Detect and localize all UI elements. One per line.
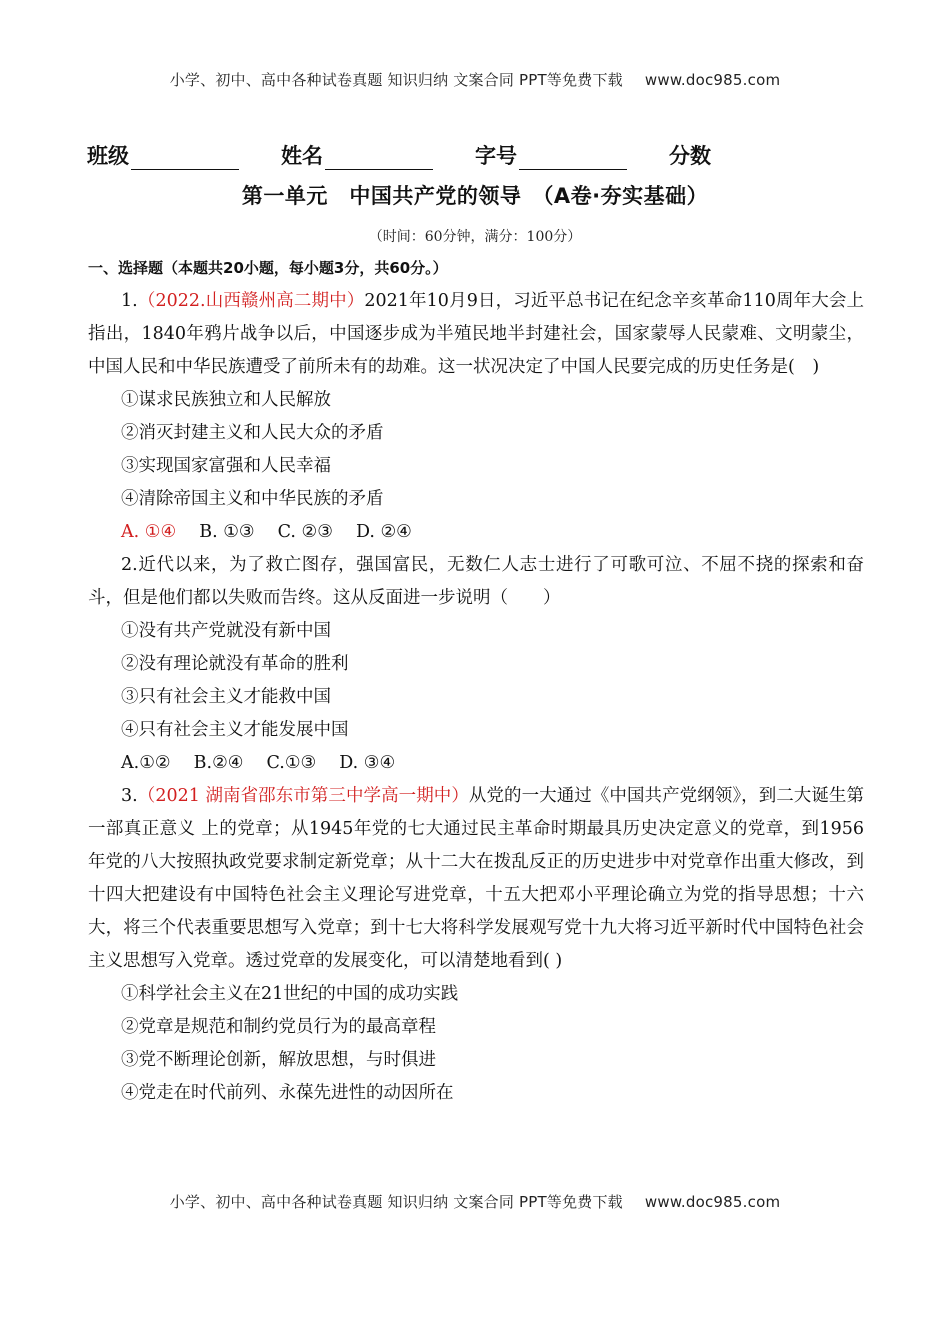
question-number: 1. — [121, 291, 138, 311]
question-stem: 从党的一大通过《中国共产党纲领》，到二大诞生第一部真正意义 上的党章；从1945年党的七大通过民主革命时期最具历史决定意义的党章，到1956年党的八大按照执政党要求制定新党章；从十二大在拨乱反正的历史进步中对党章作出重大修改，到十四大把建设有中国特色社会主义理论写进党章，十五大把邓小平理论确立为党的指导思想；十六大，将三个代表重要思想写入党章；到十七大将科学发展观写党十九大将习近平新时代中国特色社会主义思想写入党章。透过党章的发展变化，可以清楚地看到( ) — [88, 786, 864, 971]
question-stem: 2021年10月9日，习近平总书记在纪念辛亥革命110周年大会上指出，1840年鸦片战争以后，中国逐步成为半殖民地半封建社会，国家蒙辱人民蒙难、文明蒙尘，中国人民和中华民族遭受了前所未有的劫难。这一状况决定了中国人民要完成的历史任务是( ) — [88, 291, 864, 377]
question-source: （2022.山西赣州高二期中） — [137, 291, 365, 311]
option-item: ③只有社会主义才能救中国 — [121, 687, 331, 707]
student-info-row — [87, 140, 867, 170]
number-blank — [519, 149, 627, 170]
header-text: 小学、初中、高中各种试卷真题 知识归纳 文案合同 PPT等免费下载 — [169, 71, 623, 89]
question-3 — [88, 780, 864, 978]
footer-site-link[interactable]: www.doc985.com — [644, 1193, 781, 1211]
answer-choices: A.①② B.②④ C.①③ D. ③④ — [121, 753, 396, 773]
class-label: 班级 — [87, 144, 129, 168]
option-item: ①谋求民族独立和人民解放 — [121, 390, 331, 410]
name-blank — [325, 149, 433, 170]
name-field — [281, 140, 433, 170]
question-stem: 近代以来，为了救亡图存，强国富民，无数仁人志士进行了可歌可泣、不屈不挠的探索和奋斗，但是他们都以失败而告终。这从反面进一步说明（ ） — [88, 555, 864, 608]
correct-answer: A. ①④ — [121, 522, 177, 542]
option-item: ②党章是规范和制约党员行为的最高章程 — [121, 1017, 436, 1037]
score-label: 分数 — [669, 144, 711, 168]
option-item: ④清除帝国主义和中华民族的矛盾 — [121, 489, 384, 509]
question-2 — [88, 549, 864, 615]
option-item: ②消灭封建主义和人民大众的矛盾 — [121, 423, 384, 443]
option-item: ④党走在时代前列、永葆先进性的动因所在 — [121, 1083, 454, 1103]
answer-choices — [88, 516, 864, 549]
class-blank — [131, 149, 239, 170]
question-source: （2021 湖南省邵东市第三中学高一期中） — [137, 786, 469, 806]
exam-time-note: （时间：60分钟，满分：100分） — [368, 229, 582, 245]
question-1 — [88, 285, 864, 384]
option-item: ①没有共产党就没有新中国 — [121, 621, 331, 641]
option-item: ④只有社会主义才能发展中国 — [121, 720, 349, 740]
other-choices: B. ①③ C. ②③ D. ②④ — [176, 522, 412, 542]
name-label: 姓名 — [281, 144, 323, 168]
number-label: 字号 — [475, 144, 517, 168]
page-title: 第一单元 中国共产党的领导 （A卷·夯实基础） — [241, 184, 709, 208]
footer-text: 小学、初中、高中各种试卷真题 知识归纳 文案合同 PPT等免费下载 — [169, 1193, 623, 1211]
question-number: 2. — [121, 555, 138, 575]
option-item: ①科学社会主义在21世纪的中国的成功实践 — [121, 984, 459, 1004]
header-site-link[interactable]: www.doc985.com — [644, 71, 781, 89]
section-heading: 一、选择题（本题共20小题，每小题3分，共60分。） — [88, 259, 448, 277]
option-item: ③实现国家富强和人民幸福 — [121, 456, 331, 476]
option-item: ②没有理论就没有革命的胜利 — [121, 654, 349, 674]
class-field — [87, 140, 239, 170]
question-list — [88, 285, 864, 1110]
option-item: ③党不断理论创新，解放思想，与时俱进 — [121, 1050, 436, 1070]
page-header — [0, 69, 950, 90]
question-number: 3. — [121, 786, 138, 806]
number-field — [475, 140, 627, 170]
score-field — [669, 140, 711, 170]
page-footer — [0, 1191, 950, 1212]
